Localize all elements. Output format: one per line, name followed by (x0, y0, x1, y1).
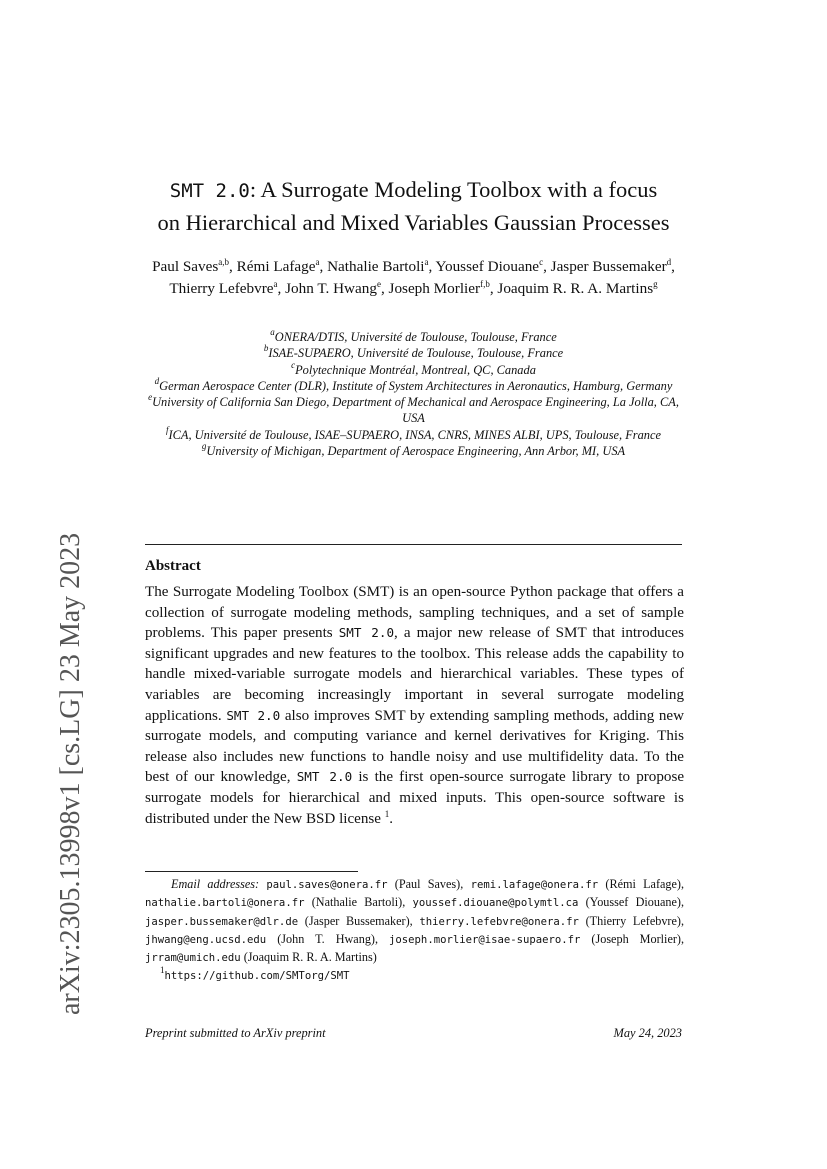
affiliation-text: ICA, Université de Toulouse, ISAE–SUPAERO, INSA, CNRS, MINES ALBI, UPS, Toulouse, France (168, 427, 661, 442)
author-name: Thierry Lefebvre (169, 280, 274, 297)
abstract-body (145, 582, 684, 829)
affiliation-key: a (270, 327, 275, 337)
author-affiliation-mark: a (273, 279, 278, 289)
abstract-text: . (389, 810, 394, 827)
author-affiliation-mark: f,b (480, 279, 490, 289)
affiliation-text: University of California San Diego, Department of Mechanical and Aerospace Engineering, La Jolla, CA, USA (152, 395, 679, 426)
email-owner: (Youssef Diouane) (585, 895, 681, 910)
email-owner: (Nathalie Bartoli) (311, 895, 403, 910)
author-name: Youssef Diouane (435, 258, 540, 275)
email-address[interactable]: jrram@umich.edu (145, 952, 241, 965)
abstract-top-rule (145, 544, 682, 545)
affiliation (140, 394, 687, 427)
email-address[interactable]: youssef.diouane@polymtl.ca (412, 897, 579, 910)
email-owner: (Joaquim R. R. A. Martins) (243, 950, 377, 965)
email-address[interactable]: joseph.morlier@isae-supaero.fr (389, 933, 581, 946)
affiliation-key: g (201, 441, 207, 452)
affiliation-key: f (165, 424, 169, 435)
author-name: John T. Hwang (285, 280, 377, 297)
author-name: Rémi Lafage (236, 258, 316, 275)
affiliation-text: German Aerospace Center (DLR), Institute of System Architectures in Aeronautics, Hamburg, Germany (159, 378, 673, 393)
email-label: Email addresses: (171, 877, 260, 891)
affiliation (140, 424, 687, 443)
title-line-1 (100, 174, 727, 207)
affiliation (140, 359, 687, 378)
email-address[interactable]: jhwang@eng.ucsd.edu (145, 933, 267, 946)
author-name: Jasper Bussemaker (550, 258, 667, 275)
author-affiliation-mark: a (424, 257, 429, 267)
author-affiliation-mark: c (539, 257, 544, 267)
email-address[interactable]: nathalie.bartoli@onera.fr (145, 897, 305, 910)
affiliation-key: e (148, 392, 153, 403)
author-affiliation-mark: a (315, 257, 320, 267)
abstract-text: , a major new release of SMT that introduces significant upgrades and new features to the toolbox. This release adds the capability to handle mixed-variable surrogate models and hierarchical variables. These types of variables are becoming increasingly important in several surrogate modeling applications. (145, 625, 684, 724)
affiliation (140, 443, 687, 459)
affiliation-text: ISAE-SUPAERO, Université de Toulouse, Toulouse, France (268, 346, 564, 361)
abstract-code: SMT 2.0 (338, 625, 395, 641)
email-address[interactable]: remi.lafage@onera.fr (470, 879, 599, 891)
email-addresses: Email addresses: paul.saves@onera.fr (Paul Saves), remi.lafage@onera.fr (Rémi Lafage), nathalie.bartoli@onera.fr (Nathalie Bartoli), youssef.diouane@polymtl.ca (Youssef Diouane), jasper.bussemaker@dlr.de (Jasper Bussemaker), thierry.lefebvre@onera.fr (Thierry Lefebvre), jhwang@eng.ucsd.edu (John T. Hwang), joseph.morlier@isae-supaero.fr (Joseph Morlier), jrram@umich.edu (Joaquim R. R. A. Martins) (145, 877, 685, 965)
affiliation-text: University of Michigan, Department of Aerospace Engineering, Ann Arbor, MI, USA (206, 444, 626, 459)
author-name: Paul Saves (152, 258, 219, 275)
affiliation-key: b (263, 343, 269, 354)
author-affiliation-mark: e (376, 279, 381, 289)
abstract-text: is the first open-source surrogate library to propose surrogate models for hierarchical and mixed inputs. This open-source software is distributed under the New BSD license (145, 769, 685, 827)
email-owner: (Joseph Morlier) (591, 931, 681, 946)
affiliation-key: d (154, 375, 160, 386)
github-link[interactable]: https://github.com/SMTorg/SMT (164, 970, 350, 983)
author-list: Paul Saves$^{a,b}$, Rémi Lafage$^a$, Nathalie Bartoli$^a$, Youssef Diouane$^c$, Jasper Bussemaker$^d$, Thierry Lefebvre$^a$, John T. Hwang$^e$, Joseph Morlier$^{f,b}$, Joaquim R. R. A. Martins$^g$ (152, 257, 675, 297)
abstract-text: also improves SMT by extending sampling methods, adding new surrogate models, and computing variance and kernel derivatives for Kriging. This release also includes new functions to handle noisy and use multifidelity data. To the best of our knowledge, (145, 707, 684, 786)
email-owner: (John T. Hwang) (277, 931, 375, 946)
arxiv-identifier-stamp: arXiv:2305.13998v1 [cs.LG] 23 May 2023 (55, 532, 86, 1015)
affiliation (140, 345, 687, 361)
footnote-1 (160, 967, 684, 985)
preprint-note: Preprint submitted to ArXiv preprint (145, 1026, 326, 1040)
author-affiliation-mark: a,b (218, 257, 230, 267)
affiliation (140, 329, 687, 345)
affiliation-text: Polytechnique Montréal, Montreal, QC, Canada (295, 362, 536, 377)
footnote-marker[interactable]: 1 (384, 808, 390, 819)
footnotes (145, 876, 684, 986)
footnote-1-marker: 1 (160, 965, 165, 976)
footnote-rule (145, 871, 358, 872)
abstract-code: SMT 2.0 (296, 769, 353, 785)
affiliation (140, 375, 687, 394)
title-line-2: on Hierarchical and Mixed Variables Gaussian Processes (157, 210, 670, 235)
email-address[interactable]: jasper.bussemaker@dlr.de (145, 915, 299, 928)
author-name: Nathalie Bartoli (327, 258, 425, 275)
email-address[interactable]: thierry.lefebvre@onera.fr (419, 915, 579, 928)
paper-title (100, 174, 727, 238)
author-affiliation-mark: g (653, 279, 658, 289)
affiliation-text: ONERA/DTIS, Université de Toulouse, Toulouse, France (274, 330, 557, 344)
affiliation-key: c (291, 359, 296, 370)
affiliation-list (140, 329, 687, 459)
author-affiliation-mark: d (666, 257, 672, 267)
abstract-text: The Surrogate Modeling Toolbox (SMT) is an open-source Python package that offers a collection of surrogate modeling methods, sampling techniques, and a set of sample problems. This paper presents (145, 584, 684, 642)
email-owner: (Jasper Bussemaker) (304, 913, 410, 928)
abstract-code: SMT 2.0 (226, 707, 281, 723)
email-owner: (Thierry Lefebvre) (585, 913, 681, 928)
title-code: SMT 2.0 (169, 180, 250, 202)
author-name: Joseph Morlier (388, 280, 481, 297)
submission-date: May 24, 2023 (613, 1026, 682, 1040)
title-line-1-text: : A Surrogate Modeling Toolbox with a focus (249, 177, 658, 202)
author-name: Joaquim R. R. A. Martins (497, 280, 654, 297)
email-owner: (Rémi Lafage) (605, 877, 681, 891)
email-address[interactable]: paul.saves@onera.fr (266, 879, 388, 891)
email-owner: (Paul Saves) (394, 877, 461, 891)
abstract-heading: Abstract (145, 558, 201, 574)
